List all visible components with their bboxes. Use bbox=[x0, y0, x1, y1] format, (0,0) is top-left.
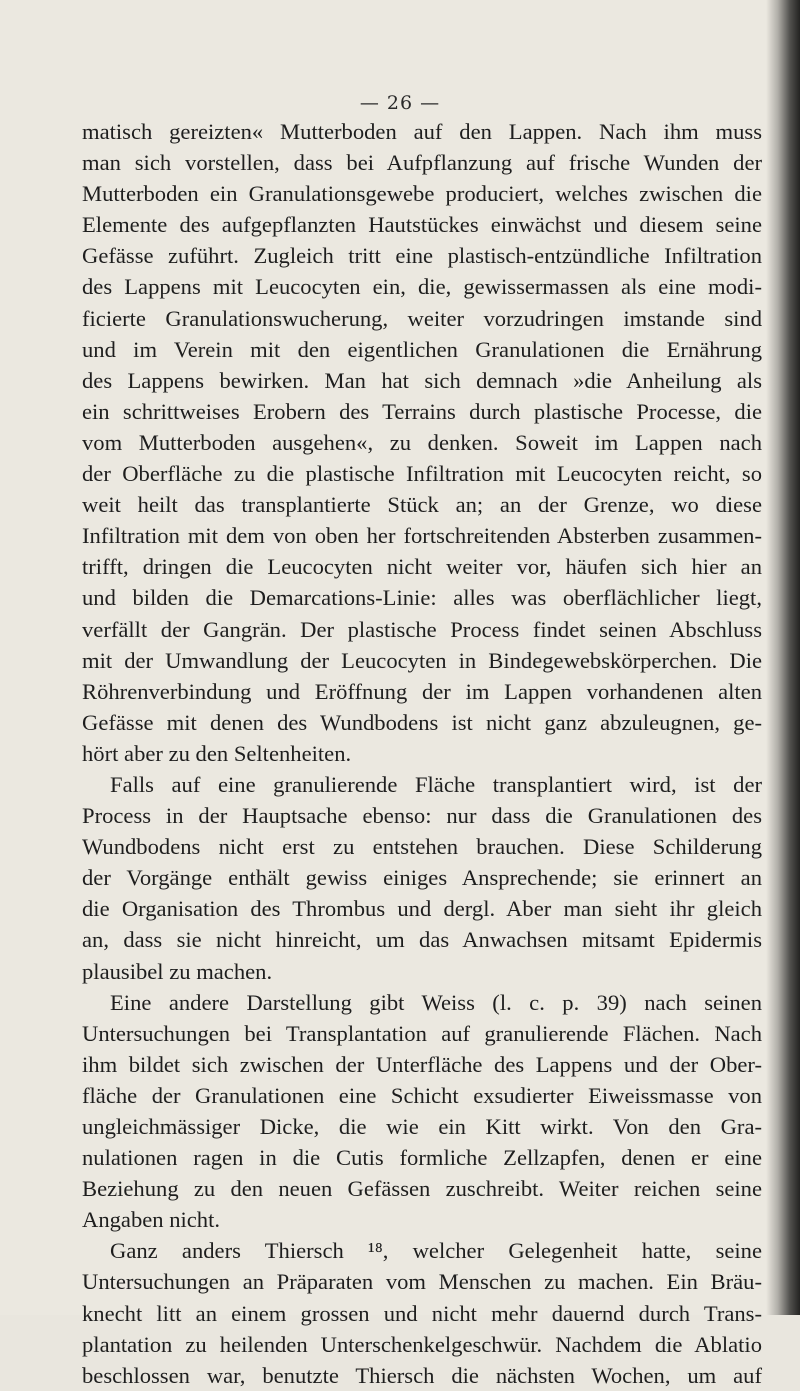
page-edge-shadow bbox=[766, 0, 800, 1315]
text-line: ihm bildet sich zwischen der Unterfläche des Lappens und der Ober- bbox=[82, 1051, 762, 1077]
text-line: Elemente des aufgepflanzten Hautstückes einwächst und diesem seine bbox=[82, 212, 762, 238]
text-line: trifft, dringen die Leucocyten nicht weiter vor, häufen sich hier an bbox=[82, 554, 762, 580]
body-text bbox=[82, 116, 762, 1391]
text-line: und bilden die Demarcations-Linie: alles was oberflächlicher liegt, bbox=[82, 585, 762, 611]
text-line: Falls auf eine granulierende Fläche transplantiert wird, ist der bbox=[110, 771, 762, 797]
text-line: knecht litt an einem grossen und nicht mehr dauernd durch Trans- bbox=[82, 1300, 762, 1326]
text-line: Röhrenverbindung und Eröffnung der im Lappen vorhandenen alten bbox=[82, 678, 762, 704]
text-line: man sich vorstellen, dass bei Aufpflanzung auf frische Wunden der bbox=[82, 150, 762, 176]
text-line: hört aber zu den Seltenheiten. bbox=[82, 740, 352, 766]
text-line: Ganz anders Thiersch ¹⁸, welcher Gelegenheit hatte, seine bbox=[110, 1238, 762, 1264]
text-line: an, dass sie nicht hinreicht, um das Anwachsen mitsamt Epidermis bbox=[82, 927, 762, 953]
text-line: Wundbodens nicht erst zu entstehen brauchen. Diese Schilderung bbox=[82, 834, 762, 860]
text-line: Angaben nicht. bbox=[82, 1207, 221, 1233]
text-line: plantation zu heilenden Unterschenkelgeschwür. Nachdem die Ablatio bbox=[82, 1331, 762, 1357]
text-line: der Vorgänge enthält gewiss einiges Ansprechende; sie erinnert an bbox=[82, 865, 762, 891]
text-line: Gefässe mit denen des Wundbodens ist nicht ganz abzuleugnen, ge- bbox=[82, 709, 762, 735]
text-line: nulationen ragen in die Cutis formliche Zellzapfen, denen er eine bbox=[82, 1145, 762, 1171]
text-line: des Lappens mit Leucocyten ein, die, gewissermassen als eine modi- bbox=[82, 274, 762, 300]
text-line: die Organisation des Thrombus und dergl. Aber man sieht ihr gleich bbox=[82, 896, 762, 922]
text-line: ein schrittweises Erobern des Terrains durch plastische Processe, die bbox=[82, 398, 762, 424]
text-line: Process in der Hauptsache ebenso: nur dass die Granulationen des bbox=[82, 803, 762, 829]
text-line: Beziehung zu den neuen Gefässen zuschreibt. Weiter reichen seine bbox=[82, 1176, 762, 1202]
text-line: Eine andere Darstellung gibt Weiss (l. c. p. 39) nach seinen bbox=[110, 989, 762, 1015]
text-line: ficierte Granulationswucherung, weiter vorzudringen imstande sind bbox=[82, 305, 762, 331]
text-line: Untersuchungen bei Transplantation auf granulierende Flächen. Nach bbox=[82, 1020, 762, 1046]
text-line: Gefässe zuführt. Zugleich tritt eine plastisch-entzündliche Infiltration bbox=[82, 243, 762, 269]
text-line: mit der Umwandlung der Leucocyten in Bindegewebskörperchen. Die bbox=[82, 647, 762, 673]
text-line: vom Mutterboden ausgehen«, zu denken. Soweit im Lappen nach bbox=[82, 429, 762, 455]
text-line: matisch gereizten« Mutterboden auf den Lappen. Nach ihm muss bbox=[82, 119, 762, 144]
text-line: der Oberfläche zu die plastische Infiltration mit Leucocyten reicht, so bbox=[82, 461, 762, 487]
text-line: Mutterboden ein Granulationsgewebe produciert, welches zwischen die bbox=[82, 181, 762, 207]
page-number: — 26 — bbox=[359, 92, 441, 114]
text-line: Infiltration mit dem von oben her fortschreitenden Absterben zusammen- bbox=[82, 523, 762, 549]
text-line: beschlossen war, benutzte Thiersch die nächsten Wochen, um auf bbox=[82, 1362, 762, 1388]
text-line: Untersuchungen an Präparaten vom Menschen zu machen. Ein Bräu- bbox=[82, 1269, 762, 1295]
text-line: und im Verein mit den eigentlichen Granulationen die Ernährung bbox=[82, 336, 762, 362]
text-line: weit heilt das transplantierte Stück an; an der Grenze, wo diese bbox=[82, 492, 762, 518]
text-line: ungleichmässiger Dicke, die wie ein Kitt wirkt. Von den Gra- bbox=[82, 1114, 762, 1139]
text-line: plausibel zu machen. bbox=[82, 958, 273, 984]
text-line: verfällt der Gangrän. Der plastische Process findet seinen Abschluss bbox=[82, 616, 762, 642]
text-line: des Lappens bewirken. Man hat sich demnach »die Anheilung als bbox=[82, 367, 762, 393]
text-line: fläche der Granulationen eine Schicht exsudierter Eiweissmasse von bbox=[82, 1082, 762, 1108]
